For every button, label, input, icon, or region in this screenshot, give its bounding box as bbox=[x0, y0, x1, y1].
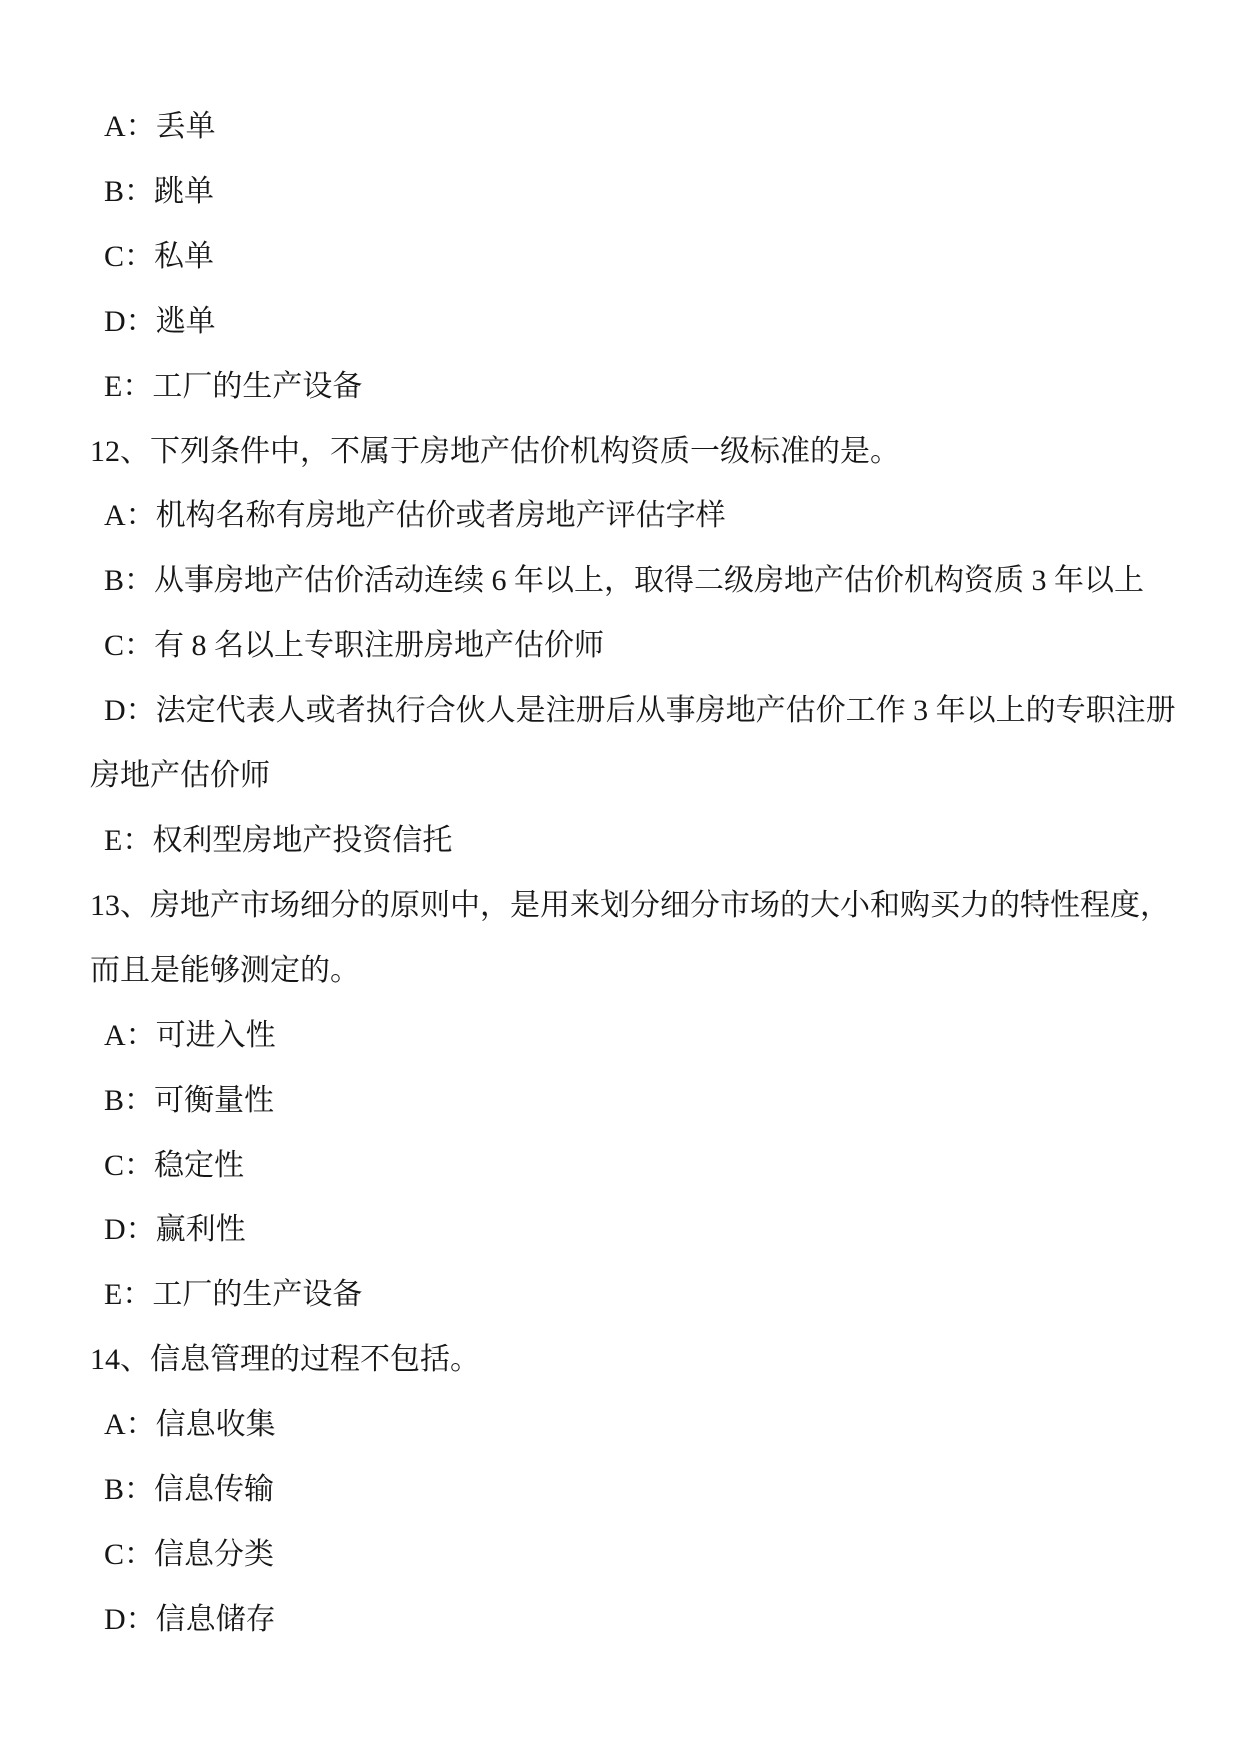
option-line: D：信息储存 bbox=[104, 1602, 276, 1636]
option-line: A：机构名称有房地产估价或者房地产评估字样 bbox=[104, 499, 726, 533]
option-line: E：权利型房地产投资信托 bbox=[104, 823, 453, 857]
option-line: E：工厂的生产设备 bbox=[104, 1278, 363, 1312]
option-line: D：法定代表人或者执行合伙人是注册后从事房地产估价工作 3 年以上的专职注册 bbox=[104, 694, 1176, 728]
option-line: C：信息分类 bbox=[104, 1537, 275, 1571]
continuation-line: 而且是能够测定的。 bbox=[90, 953, 360, 987]
option-line: C：稳定性 bbox=[104, 1148, 245, 1182]
option-line: C：私单 bbox=[104, 239, 215, 273]
option-line: D：赢利性 bbox=[104, 1213, 246, 1247]
option-line: A：丢单 bbox=[104, 110, 216, 143]
option-line: D：逃单 bbox=[104, 304, 216, 338]
document-body bbox=[0, 95, 1240, 1653]
question-line: 12、下列条件中，不属于房地产估价机构资质一级标准的是。 bbox=[90, 434, 900, 468]
continuation-line: 房地产估价师 bbox=[90, 759, 270, 793]
option-line: B：从事房地产估价活动连续 6 年以上，取得二级房地产估价机构资质 3 年以上 bbox=[104, 564, 1145, 598]
option-line: A：信息收集 bbox=[104, 1408, 276, 1442]
question-line: 13、房地产市场细分的原则中，是用来划分细分市场的大小和购买力的特性程度， bbox=[90, 888, 1170, 922]
option-line: A：可进入性 bbox=[104, 1018, 276, 1052]
option-line: B：跳单 bbox=[104, 174, 215, 208]
question-line: 14、信息管理的过程不包括。 bbox=[90, 1343, 480, 1377]
option-line: E：工厂的生产设备 bbox=[104, 369, 363, 403]
option-line: B：信息传输 bbox=[104, 1473, 275, 1507]
option-line: B：可衡量性 bbox=[104, 1083, 275, 1117]
option-line: C：有 8 名以上专职注册房地产估价师 bbox=[104, 629, 605, 663]
